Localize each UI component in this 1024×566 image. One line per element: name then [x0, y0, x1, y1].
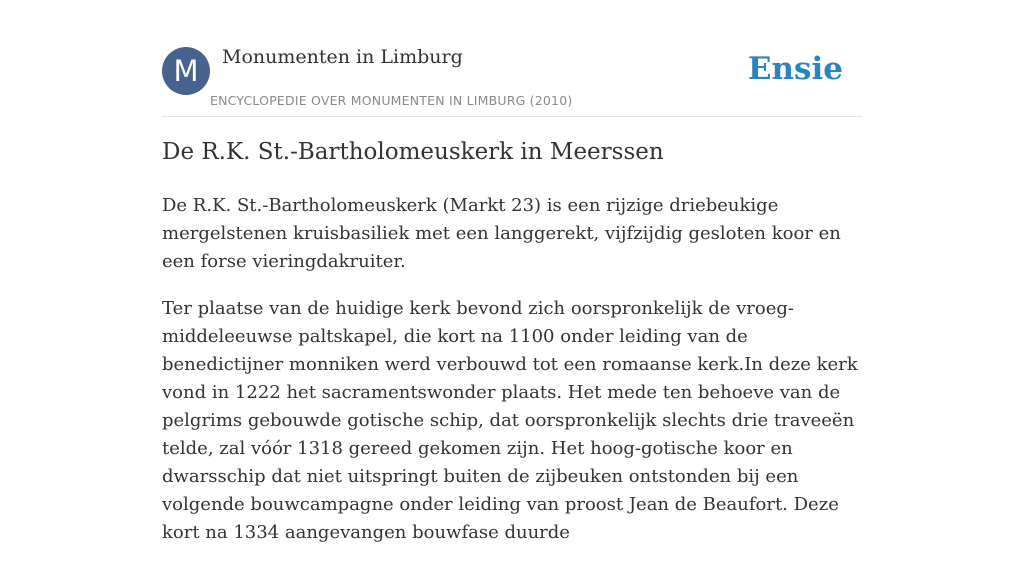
article-body	[162, 192, 862, 566]
article-paragraph: Ter plaatse van de huidige kerk bevond zich oorspronkelijk de vroeg-middeleeuwse paltskapel, die kort na 1100 onder leiding van de benedictijner monniken werd verbouwd tot een romaanse kerk.In deze kerk vond in 1222 het sacramentswonder plaats. Het mede ten behoeve van de pelgrims gebouwde gotische schip, dat oorspronkelijk slechts drie traveeën telde, zal vóór 1318 gereed gekomen zijn. Het hoog-gotische koor en dwarsschip dat niet uitspringt buiten de zijbeuken ontstonden bij een volgende bouwcampagne onder leiding van proost Jean de Beaufort. Deze kort na 1334 aangevangen bouwfase duurde	[162, 298, 858, 543]
source-subtitle: ENCYCLOPEDIE OVER MONUMENTEN IN LIMBURG (2010)	[210, 93, 573, 108]
article-paragraph: De R.K. St.-Bartholomeuskerk (Markt 23) is een rijzige driebeukige mergelstenen kruisbasiliek met een langgerekt, vijfzijdig gesloten koor en een forse vieringdakruiter.	[162, 195, 841, 272]
source-header	[162, 44, 862, 117]
source-avatar[interactable]: M	[162, 47, 210, 95]
ensie-logo-link[interactable]: Ensie	[747, 51, 843, 87]
source-title-link[interactable]: Monumenten in Limburg	[222, 46, 463, 68]
article-title: De R.K. St.-Bartholomeuskerk in Meerssen	[162, 139, 664, 165]
